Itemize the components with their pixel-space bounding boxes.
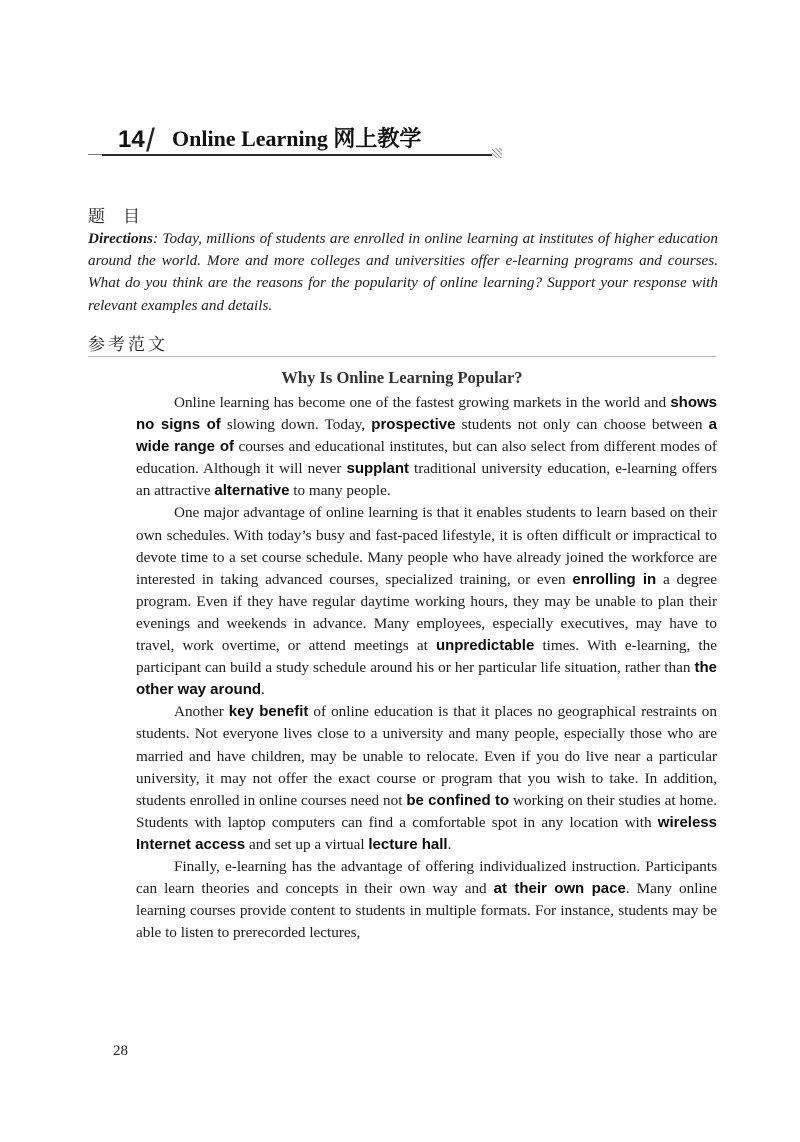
chapter-title	[172, 122, 421, 153]
text-run: . Many online learning courses provide content to students in multiple formats. For instance, students may be able to listen to prerecorded lectures,	[136, 880, 717, 942]
key-phrase: alternative	[214, 482, 290, 500]
directions-text: : Today, millions of students are enrolled in online learning at institutes of higher education around the world. More and more colleges and universities offer e-learning programs and courses. What do you think are the reasons for the popularity of online learning? Support your response with relevant examples and details.	[88, 230, 718, 314]
text-run: a degree program. Even if they have regular daytime working hours, they may be unable to plan their evenings and weekends in advance. Many employees, especially executives, may have to travel, work overtime, or attend meetings at	[136, 570, 717, 655]
key-phrase: shows no signs of	[136, 394, 717, 434]
chapter-rule-left	[88, 154, 102, 155]
text-run: .	[261, 681, 265, 699]
key-phrase: prospective	[371, 416, 456, 434]
essay-title: Why Is Online Learning Popular?	[281, 368, 523, 387]
text-run: working on their studies at home. Students with laptop computers can find a comfortable spot in any location with	[136, 791, 717, 831]
page-number: 28	[113, 1043, 128, 1059]
text-run: times. With e-learning, the participant can build a study schedule around his or her particular life situation, rather than	[136, 637, 717, 677]
sample-essay-heading: 参考范文	[88, 335, 168, 355]
text-run: courses and educational institutes, but can also select from different modes of education. Although it will never	[136, 438, 717, 478]
chapter-header	[88, 118, 488, 168]
essay-paragraph-2	[136, 502, 717, 701]
text-run: traditional university education, e-learning offers an attractive	[136, 460, 717, 500]
text-run: and set up a virtual	[245, 835, 369, 853]
chapter-title-zh: 网上教学	[333, 127, 422, 152]
key-phrase: a wide range of	[136, 416, 717, 456]
essay-paragraph-1	[136, 392, 717, 502]
chapter-number: 14	[118, 126, 145, 153]
key-phrase: the other way around	[136, 659, 717, 699]
key-phrase: lecture hall	[368, 835, 448, 853]
key-phrase: at their own pace	[493, 880, 626, 898]
directions-label: Directions	[88, 230, 153, 247]
key-phrase: supplant	[346, 460, 409, 478]
key-phrase: wireless Internet access	[136, 813, 717, 853]
directions-block	[88, 228, 718, 317]
essay-paragraph-4	[136, 856, 717, 944]
chapter-title-en: Online Learning	[172, 126, 328, 151]
decorative-corner-mark	[492, 148, 502, 158]
chapter-rule	[102, 154, 494, 156]
topic-heading: 题目	[88, 207, 158, 227]
key-phrase: key benefit	[228, 703, 309, 721]
text-run: of online education is that it places no geographical restraints on students. Not everyone lives close to a university and many people, especially those who are married and have children, may be unable to relocate. Even if you do live near a particular university, it may not offer the exact course or program that you wish to take. In addition, students enrolled in online courses need not	[136, 703, 717, 809]
chapter-slash-mark: /	[146, 122, 155, 158]
essay-paragraph-3	[136, 701, 717, 856]
text-run: students not only can choose between	[455, 416, 709, 434]
key-phrase: be confined to	[406, 791, 510, 809]
text-run: One major advantage of online learning is that it enables students to learn based on their own schedules. With today’s busy and fast-paced lifestyle, it is often difficult or impractical to devote time to a set course schedule. Many people who have already joined the workforce are interested in taking advanced courses, specialized training, or even	[136, 504, 717, 588]
section-rule	[88, 356, 716, 357]
key-phrase: enrolling in	[572, 570, 657, 588]
text-run: Another	[174, 703, 229, 721]
text-run: to many people.	[289, 482, 391, 500]
essay-body	[136, 392, 717, 944]
key-phrase: unpredictable	[435, 637, 535, 655]
text-run: Online learning has become one of the fastest growing markets in the world and	[174, 394, 671, 411]
text-run: slowing down. Today,	[220, 416, 372, 434]
text-run: Finally, e-learning has the advantage of offering individualized instruction. Participants can learn theories and concepts in their own way and	[136, 857, 717, 898]
text-run: .	[447, 835, 452, 853]
